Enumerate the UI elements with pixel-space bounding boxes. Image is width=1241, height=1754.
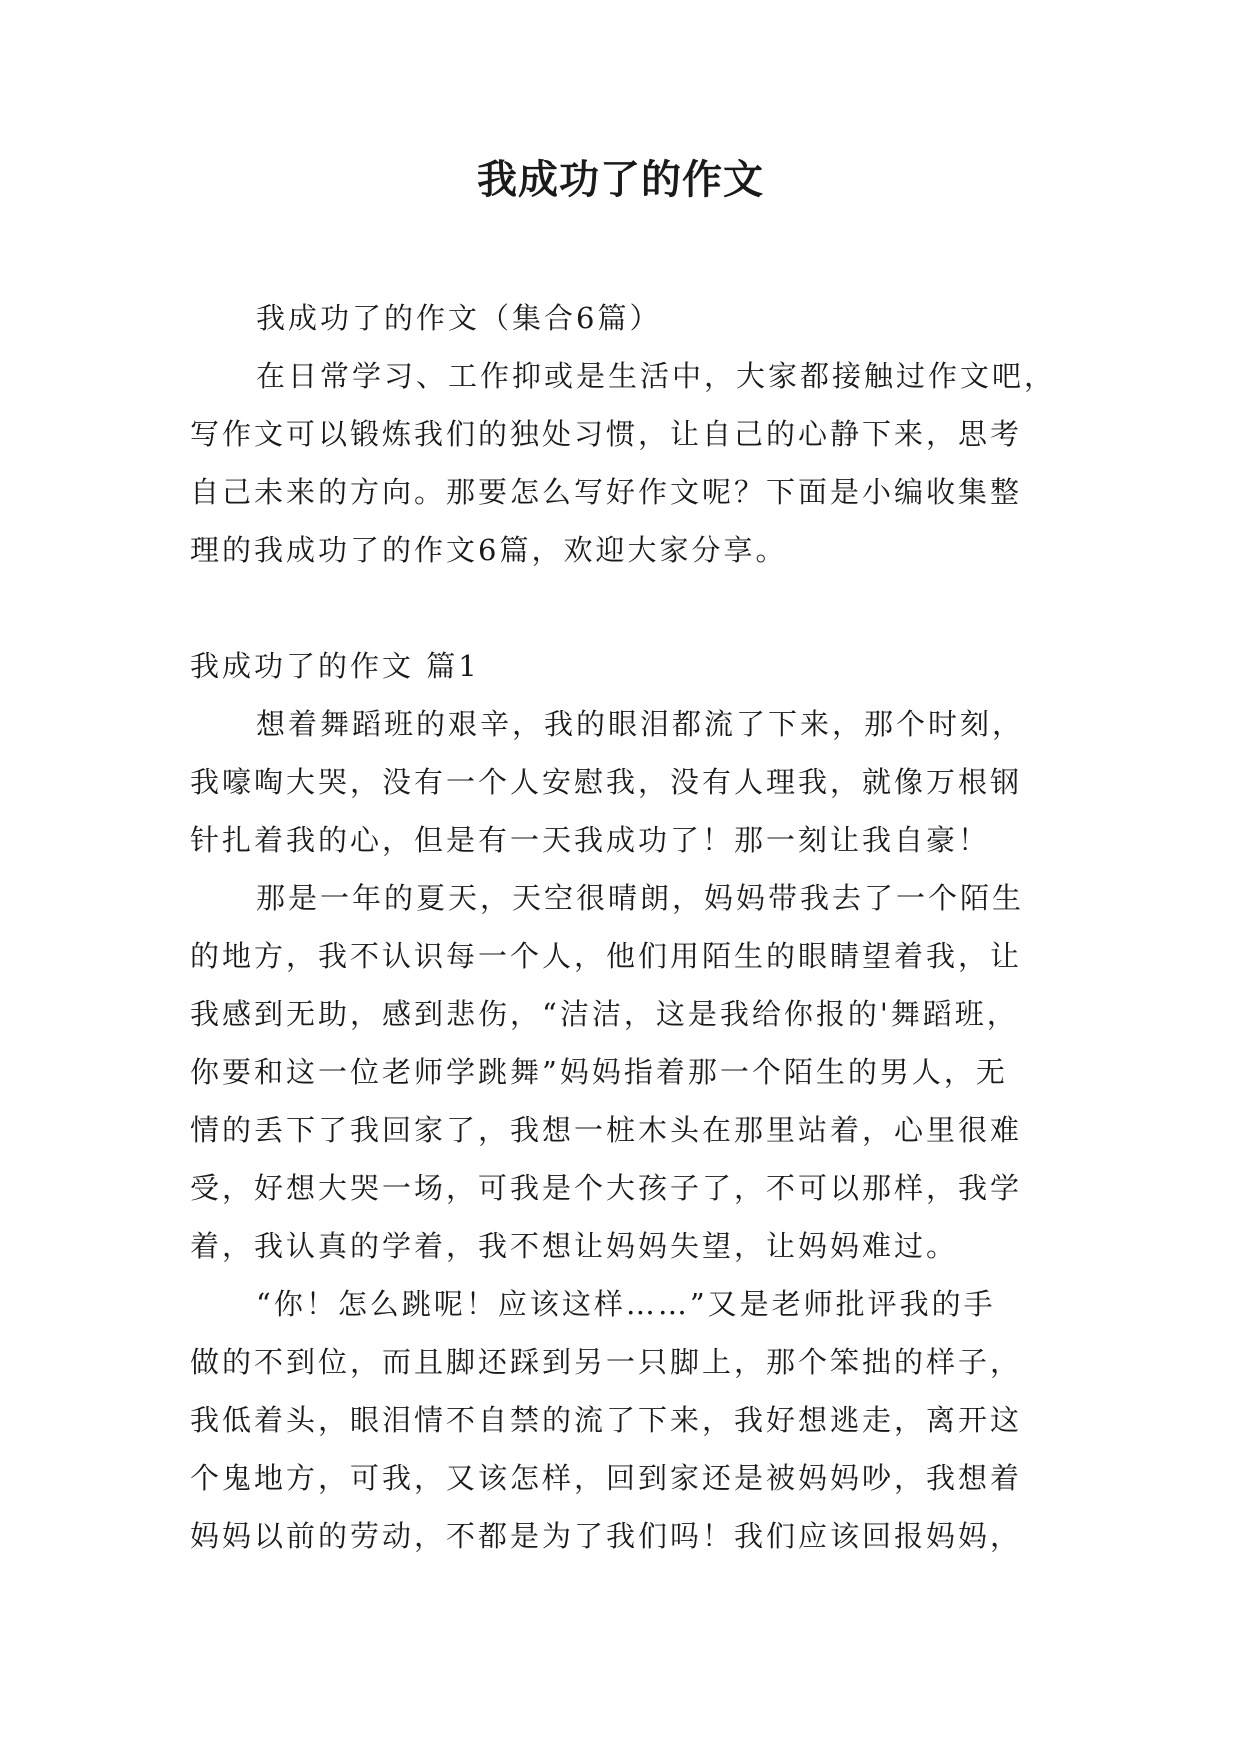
paragraph-line: 我低着头，眼泪情不自禁的流了下来，我好想逃走，离开这 — [190, 1403, 1023, 1437]
paragraph-line: 我感到无助，感到悲伤，“洁洁，这是我给你报的'舞蹈班， — [190, 997, 1019, 1031]
paragraph-line: 你要和这一位老师学跳舞”妈妈指着那一个陌生的男人，无 — [190, 1055, 1008, 1089]
paragraph-line: 我嚎啕大哭，没有一个人安慰我，没有人理我，就像万根钢 — [190, 765, 1023, 799]
subtitle-line: 我成功了的作文（集合6篇） — [256, 301, 662, 335]
paragraph-line: 在日常学习、工作抑或是生活中，大家都接触过作文吧， — [256, 359, 1057, 393]
paragraph-line: 做的不到位，而且脚还踩到另一只脚上，那个笨拙的样子， — [190, 1345, 1023, 1379]
paragraph-line: 理的我成功了的作文6篇，欢迎大家分享。 — [190, 533, 788, 567]
paragraph-line: 妈妈以前的劳动，不都是为了我们吗！我们应该回报妈妈， — [190, 1519, 1023, 1553]
paragraph-line: 个鬼地方，可我，又该怎样，回到家还是被妈妈吵，我想着 — [190, 1461, 1023, 1495]
paragraph-line: 着，我认真的学着，我不想让妈妈失望，让妈妈难过。 — [190, 1229, 959, 1263]
paragraph-line: 的地方，我不认识每一个人，他们用陌生的眼睛望着我，让 — [190, 939, 1023, 973]
paragraph-line: 想着舞蹈班的艰辛，我的眼泪都流了下来，那个时刻， — [256, 707, 1025, 741]
paragraph-line: 那是一年的夏天，天空很晴朗，妈妈带我去了一个陌生 — [256, 881, 1025, 915]
document-title: 我成功了的作文 — [477, 156, 764, 203]
paragraph-line: 写作文可以锻炼我们的独处习惯，让自己的心静下来，思考 — [190, 417, 1023, 451]
section-heading: 我成功了的作文 篇1 — [190, 649, 480, 683]
paragraph-line: 自己未来的方向。那要怎么写好作文呢？下面是小编收集整 — [190, 475, 1023, 509]
paragraph-line: 针扎着我的心，但是有一天我成功了！那一刻让我自豪！ — [190, 823, 991, 857]
paragraph-line: 受，好想大哭一场，可我是个大孩子了，不可以那样，我学 — [190, 1171, 1023, 1205]
paragraph-line: 情的丢下了我回家了，我想一桩木头在那里站着，心里很难 — [190, 1113, 1023, 1147]
paragraph-line: “你！怎么跳呢！应该这样……”又是老师批评我的手 — [256, 1287, 996, 1321]
